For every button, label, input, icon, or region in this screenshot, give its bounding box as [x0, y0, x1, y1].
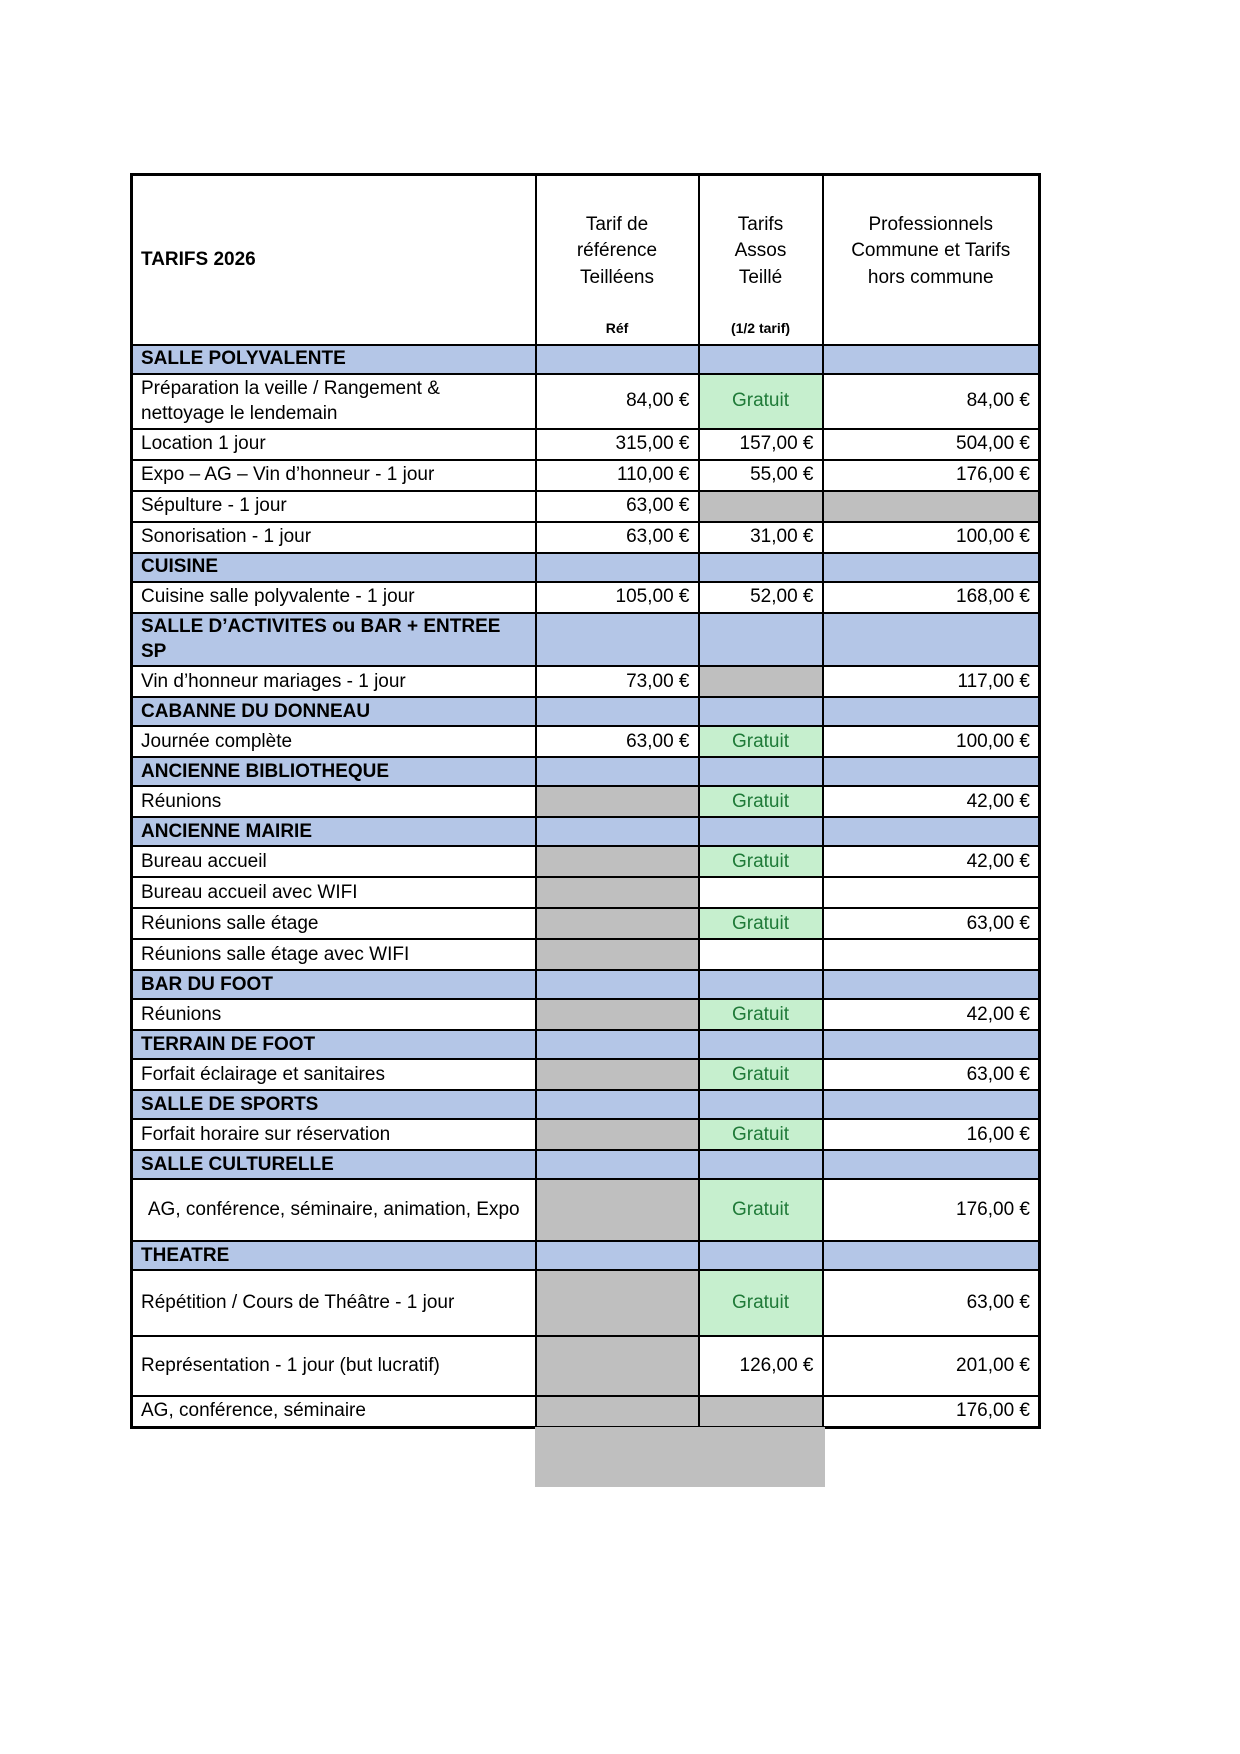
pro-cell: 16,00 € — [823, 1119, 1040, 1150]
section-empty-cell — [699, 757, 823, 786]
section-empty-cell — [699, 970, 823, 999]
table-header-row — [132, 175, 1040, 346]
table-row — [132, 1059, 1040, 1090]
table-row — [132, 1336, 1040, 1396]
section-empty-cell — [536, 345, 699, 374]
item-label-cell: Réunions — [132, 999, 536, 1030]
table-row — [132, 582, 1040, 613]
item-label-cell: Forfait horaire sur réservation — [132, 1119, 536, 1150]
section-empty-cell — [823, 553, 1040, 582]
assos-cell: Gratuit — [699, 999, 823, 1030]
ref-cell — [536, 908, 699, 939]
section-empty-cell — [699, 613, 823, 666]
section-empty-cell — [536, 553, 699, 582]
table-row — [132, 908, 1040, 939]
item-label-cell: Réunions salle étage — [132, 908, 536, 939]
assos-cell: 157,00 € — [699, 429, 823, 460]
pro-cell: 63,00 € — [823, 908, 1040, 939]
pro-cell: 42,00 € — [823, 999, 1040, 1030]
item-label-cell: Expo – AG – Vin d’honneur - 1 jour — [132, 460, 536, 491]
ref-cell: 73,00 € — [536, 666, 699, 697]
section-row — [132, 345, 1040, 374]
section-label-cell: ANCIENNE BIBLIOTHEQUE — [132, 757, 536, 786]
pro-cell: 42,00 € — [823, 786, 1040, 817]
assos-cell: Gratuit — [699, 1179, 823, 1241]
table-row — [132, 522, 1040, 553]
column-header-pro-sub — [836, 320, 1027, 337]
item-label-cell: Répétition / Cours de Théâtre - 1 jour — [132, 1270, 536, 1336]
section-empty-cell — [699, 345, 823, 374]
section-empty-cell — [823, 1150, 1040, 1179]
table-row — [132, 1119, 1040, 1150]
column-header-assos-label: Tarifs Assos Teillé — [734, 213, 787, 288]
column-header-ref-sub: Réf — [605, 320, 629, 336]
ref-cell: 110,00 € — [536, 460, 699, 491]
item-label-cell: AG, conférence, séminaire — [132, 1396, 536, 1427]
section-label-cell: THEATRE — [132, 1241, 536, 1270]
assos-cell — [699, 491, 823, 522]
ref-cell: 105,00 € — [536, 582, 699, 613]
section-label-cell: SALLE D’ACTIVITES ou BAR + ENTREE SP — [132, 613, 536, 666]
section-empty-cell — [823, 1090, 1040, 1119]
ref-cell — [536, 786, 699, 817]
pro-cell — [823, 877, 1040, 908]
section-empty-cell — [699, 1241, 823, 1270]
item-label-cell: Réunions — [132, 786, 536, 817]
assos-cell: Gratuit — [699, 1059, 823, 1090]
item-label-cell: Cuisine salle polyvalente - 1 jour — [132, 582, 536, 613]
table-row — [132, 666, 1040, 697]
section-empty-cell — [536, 1090, 699, 1119]
section-row — [132, 1150, 1040, 1179]
section-empty-cell — [823, 757, 1040, 786]
section-empty-cell — [699, 697, 823, 726]
table-row — [132, 1270, 1040, 1336]
section-label-cell: CUISINE — [132, 553, 536, 582]
tarifs-table-wrap — [130, 173, 1041, 1429]
ref-cell — [536, 1396, 699, 1427]
ref-cell — [536, 1270, 699, 1336]
assos-cell: 52,00 € — [699, 582, 823, 613]
pro-cell: 63,00 € — [823, 1270, 1040, 1336]
pro-cell: 100,00 € — [823, 522, 1040, 553]
section-label-cell: SALLE CULTURELLE — [132, 1150, 536, 1179]
column-header-assos — [699, 175, 823, 346]
column-header-assos-sub: (1/2 tarif) — [730, 320, 791, 336]
table-row — [132, 491, 1040, 522]
item-label-cell: Bureau accueil avec WIFI — [132, 877, 536, 908]
pro-cell — [823, 939, 1040, 970]
assos-cell: 55,00 € — [699, 460, 823, 491]
table-row — [132, 460, 1040, 491]
section-row — [132, 817, 1040, 846]
column-header-pro-label: Professionnels Commune et Tarifs hors commune — [851, 213, 1011, 288]
item-label-cell: Forfait éclairage et sanitaires — [132, 1059, 536, 1090]
assos-cell: Gratuit — [699, 374, 823, 429]
item-label-cell: Représentation - 1 jour (but lucratif) — [132, 1336, 536, 1396]
section-empty-cell — [823, 970, 1040, 999]
pro-cell: 176,00 € — [823, 460, 1040, 491]
table-row — [132, 786, 1040, 817]
item-label-cell: Réunions salle étage avec WIFI — [132, 939, 536, 970]
section-row — [132, 1090, 1040, 1119]
pro-cell — [823, 491, 1040, 522]
section-empty-cell — [823, 697, 1040, 726]
pro-cell: 84,00 € — [823, 374, 1040, 429]
section-empty-cell — [699, 553, 823, 582]
table-row — [132, 1179, 1040, 1241]
assos-cell: Gratuit — [699, 1119, 823, 1150]
ref-cell — [536, 877, 699, 908]
table-row — [132, 846, 1040, 877]
column-header-ref-label: Tarif de référence Teilléens — [576, 213, 658, 288]
assos-cell: Gratuit — [699, 846, 823, 877]
section-empty-cell — [536, 817, 699, 846]
section-empty-cell — [823, 817, 1040, 846]
section-empty-cell — [536, 613, 699, 666]
section-empty-cell — [536, 1241, 699, 1270]
ref-cell: 63,00 € — [536, 522, 699, 553]
item-label-cell: Location 1 jour — [132, 429, 536, 460]
assos-cell: Gratuit — [699, 908, 823, 939]
ref-cell — [536, 846, 699, 877]
section-row — [132, 613, 1040, 666]
item-label-cell: Journée complète — [132, 726, 536, 757]
ref-cell — [536, 999, 699, 1030]
section-label-cell: SALLE POLYVALENTE — [132, 345, 536, 374]
ref-cell: 63,00 € — [536, 491, 699, 522]
pro-cell: 504,00 € — [823, 429, 1040, 460]
table-row — [132, 877, 1040, 908]
section-empty-cell — [823, 613, 1040, 666]
section-empty-cell — [536, 697, 699, 726]
pro-cell: 42,00 € — [823, 846, 1040, 877]
ref-cell: 315,00 € — [536, 429, 699, 460]
section-row — [132, 1030, 1040, 1059]
section-empty-cell — [823, 1030, 1040, 1059]
assos-cell: 126,00 € — [699, 1336, 823, 1396]
section-row — [132, 757, 1040, 786]
pro-cell: 100,00 € — [823, 726, 1040, 757]
section-empty-cell — [699, 1090, 823, 1119]
ref-cell — [536, 939, 699, 970]
section-empty-cell — [823, 345, 1040, 374]
table-row — [132, 429, 1040, 460]
section-row — [132, 697, 1040, 726]
section-empty-cell — [699, 1030, 823, 1059]
section-label-cell: BAR DU FOOT — [132, 970, 536, 999]
ref-cell — [536, 1336, 699, 1396]
assos-cell — [699, 666, 823, 697]
assos-cell: Gratuit — [699, 726, 823, 757]
pro-cell: 117,00 € — [823, 666, 1040, 697]
assos-cell: 31,00 € — [699, 522, 823, 553]
assos-cell: Gratuit — [699, 1270, 823, 1336]
pro-cell: 63,00 € — [823, 1059, 1040, 1090]
pro-cell: 168,00 € — [823, 582, 1040, 613]
gray-overflow-block — [535, 1427, 825, 1487]
section-row — [132, 1241, 1040, 1270]
section-empty-cell — [536, 970, 699, 999]
column-header-ref — [536, 175, 699, 346]
table-row — [132, 1396, 1040, 1427]
table-row — [132, 939, 1040, 970]
section-row — [132, 553, 1040, 582]
pro-cell: 201,00 € — [823, 1336, 1040, 1396]
section-row — [132, 970, 1040, 999]
section-empty-cell — [699, 1150, 823, 1179]
ref-cell — [536, 1119, 699, 1150]
section-empty-cell — [699, 817, 823, 846]
ref-cell: 63,00 € — [536, 726, 699, 757]
pro-cell: 176,00 € — [823, 1179, 1040, 1241]
table-row — [132, 374, 1040, 429]
item-label-cell: Préparation la veille / Rangement & nettoyage le lendemain — [132, 374, 536, 429]
assos-cell — [699, 1396, 823, 1427]
section-label-cell: ANCIENNE MAIRIE — [132, 817, 536, 846]
ref-cell: 84,00 € — [536, 374, 699, 429]
item-label-cell: Vin d’honneur mariages - 1 jour — [132, 666, 536, 697]
column-header-pro — [823, 175, 1040, 346]
item-label-cell: AG, conférence, séminaire, animation, Expo — [132, 1179, 536, 1241]
section-empty-cell — [823, 1241, 1040, 1270]
ref-cell — [536, 1179, 699, 1241]
ref-cell — [536, 1059, 699, 1090]
tarifs-table — [130, 173, 1041, 1429]
section-empty-cell — [536, 1030, 699, 1059]
section-label-cell: CABANNE DU DONNEAU — [132, 697, 536, 726]
item-label-cell: Sépulture - 1 jour — [132, 491, 536, 522]
section-label-cell: SALLE DE SPORTS — [132, 1090, 536, 1119]
table-row — [132, 999, 1040, 1030]
section-empty-cell — [536, 757, 699, 786]
section-empty-cell — [536, 1150, 699, 1179]
item-label-cell: Bureau accueil — [132, 846, 536, 877]
section-label-cell: TERRAIN DE FOOT — [132, 1030, 536, 1059]
assos-cell — [699, 877, 823, 908]
pro-cell: 176,00 € — [823, 1396, 1040, 1427]
assos-cell: Gratuit — [699, 786, 823, 817]
table-row — [132, 726, 1040, 757]
item-label-cell: Sonorisation - 1 jour — [132, 522, 536, 553]
assos-cell — [699, 939, 823, 970]
page-title: TARIFS 2026 — [132, 175, 536, 346]
